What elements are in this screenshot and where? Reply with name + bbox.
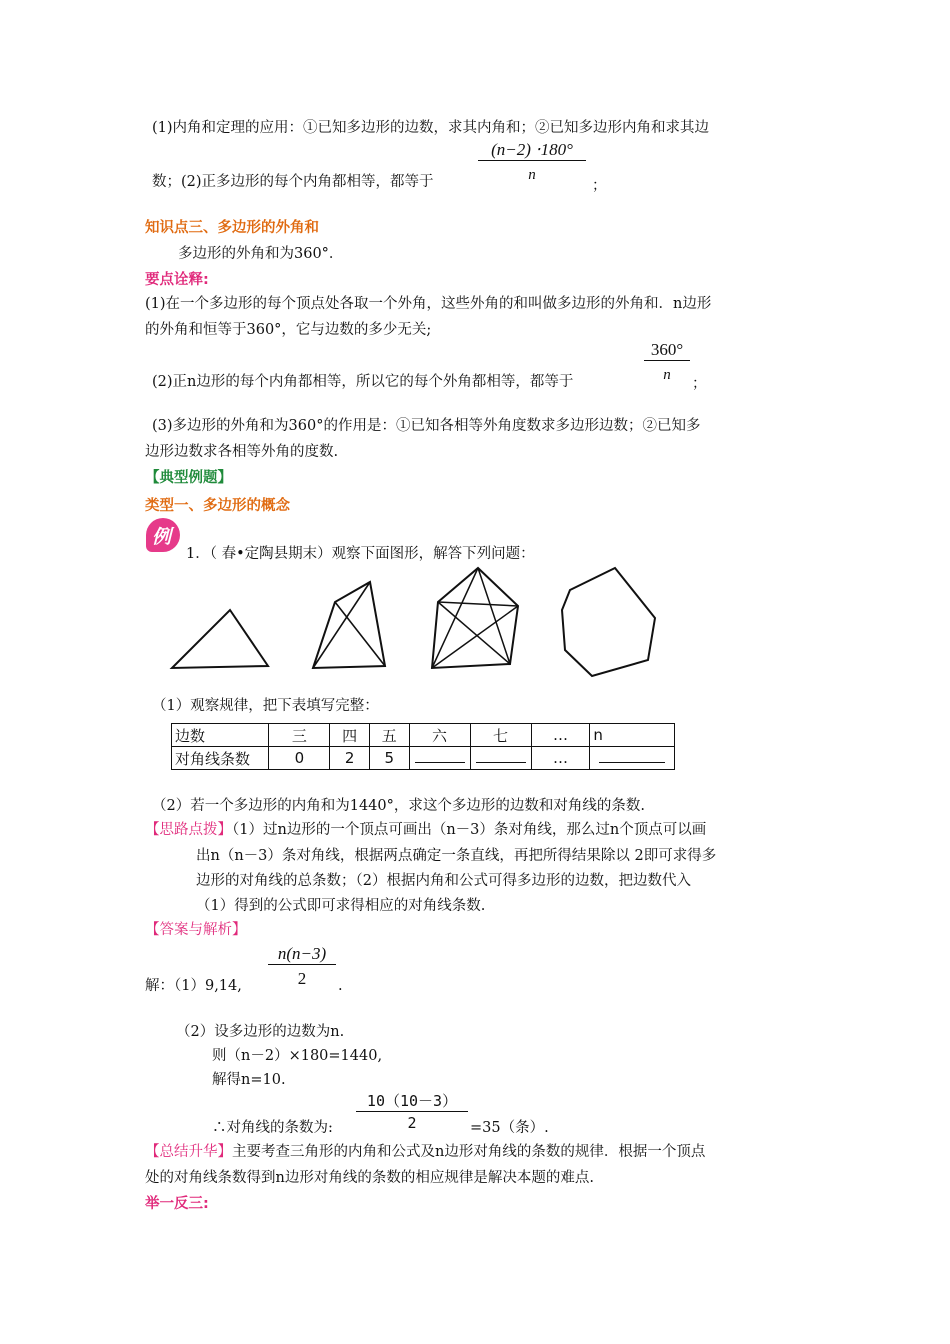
table-cell: n xyxy=(590,724,675,747)
diagonal-count-fraction xyxy=(356,1090,468,1132)
answer-blank[interactable] xyxy=(590,747,675,770)
table-cell: … xyxy=(531,747,590,770)
solution2-line2: 则（n－2）×180=1440, xyxy=(212,1048,383,1064)
fraction-numerator: (n−2) ⋅180° xyxy=(491,140,573,159)
practice-heading: 举一反三: xyxy=(145,1196,209,1212)
fraction-denominator: n xyxy=(644,360,690,384)
example-badge xyxy=(146,518,180,552)
example-badge-text: 例 xyxy=(152,526,172,548)
notes-heading: 要点诠释: xyxy=(145,272,209,288)
solution-part1: 解：（1）9,14, xyxy=(145,978,242,994)
table-cell: 三 xyxy=(269,724,330,747)
table-row-sides xyxy=(172,724,675,747)
diagonal-table xyxy=(171,723,675,770)
table-cell: … xyxy=(531,724,590,747)
solution2-line4: ∴对角线的条数为: xyxy=(212,1120,333,1136)
kp3-heading: 知识点三、多边形的外角和 xyxy=(145,220,319,236)
heptagon-figure xyxy=(562,568,655,676)
polygon-figures xyxy=(160,560,680,680)
table-cell: 边数 xyxy=(172,724,269,747)
solution2-line3: 解得n=10. xyxy=(212,1072,286,1088)
sub-question-1: （1）观察规律，把下表填写完整： xyxy=(152,698,379,714)
answer-label: 【答案与解析】 xyxy=(145,922,247,938)
theorem-application-line2: 数；(2)正多边形的每个内角都相等，都等于 xyxy=(152,174,434,190)
hint-line4: （1）得到的公式即可求得相应的对角线条数. xyxy=(196,898,486,914)
summary-label: 【总结升华】 xyxy=(145,1144,232,1160)
kp3-statement: 多边形的外角和为360°． xyxy=(178,246,344,262)
note3-line2: 边形边数求各相等外角的度数. xyxy=(145,444,339,460)
note1-line1: (1)在一个多边形的每个顶点处各取一个外角，这些外角的和叫做多边形的外角和．n边形 xyxy=(145,296,712,312)
diagonal-formula-fraction xyxy=(268,944,336,989)
hint-line3: 边形的对角线的总条数；（2）根据内角和公式可得多边形的边数，把边数代入 xyxy=(196,873,691,889)
triangle-figure xyxy=(172,610,268,668)
note2: (2)正n边形的每个内角都相等，所以它的每个外角都相等，都等于 xyxy=(152,374,574,390)
hint-line1 xyxy=(145,820,706,840)
table-cell: 对角线条数 xyxy=(172,747,269,770)
sub-question-2: （2）若一个多边形的内角和为1440°，求这个多边形的边数和对角线的条数. xyxy=(152,798,645,814)
line2-end: ； xyxy=(592,178,607,194)
note3-line1: (3)多边形的外角和为360°的作用是：①已知各相等外角度数求多边形边数；②已知多 xyxy=(152,418,701,434)
quadrilateral-figure xyxy=(313,582,385,668)
fraction-numerator: n(n−3) xyxy=(277,944,327,963)
table-cell: 六 xyxy=(409,724,470,747)
fraction-denominator: n xyxy=(478,160,586,184)
fraction-numerator: 360° xyxy=(650,340,684,359)
pentagon-figure xyxy=(432,568,518,668)
summary-text: 主要考查三角形的内角和公式及n边形对角线的条数的规律．根据一个顶点 xyxy=(232,1144,706,1160)
examples-heading: 【典型例题】 xyxy=(145,470,232,486)
answer-blank[interactable] xyxy=(409,747,470,770)
interior-angle-fraction xyxy=(478,140,586,184)
solution2-line1: （2）设多边形的边数为n. xyxy=(176,1024,345,1040)
table-cell: 2 xyxy=(330,747,370,770)
note2-end: ； xyxy=(692,376,707,392)
table-cell: 七 xyxy=(470,724,531,747)
table-cell: 五 xyxy=(369,724,409,747)
exterior-angle-fraction xyxy=(644,340,690,384)
theorem-application-line1: (1)内角和定理的应用：①已知多边形的边数，求其内角和；②已知多边形内角和求其边 xyxy=(152,120,710,136)
summary-line2: 处的对角线条数得到n边形对角线的条数的相应规律是解决本题的难点. xyxy=(145,1170,594,1186)
solution-part1-end: . xyxy=(338,978,343,994)
hint-label: 【思路点拨】 xyxy=(145,822,232,838)
solution2-result: =35（条）. xyxy=(470,1120,549,1136)
fraction-denominator: 2 xyxy=(356,1111,468,1132)
fraction-denominator: 2 xyxy=(268,964,336,989)
fraction-numerator: 10（10－3） xyxy=(366,1092,458,1110)
question-1: 1．（ 春•定陶县期末）观察下面图形，解答下列问题： xyxy=(186,546,535,562)
note1-line2: 的外角和恒等于360°，它与边数的多少无关; xyxy=(145,322,432,338)
table-row-diagonals xyxy=(172,747,675,770)
type1-heading: 类型一、多边形的概念 xyxy=(145,498,290,514)
table-cell: 5 xyxy=(369,747,409,770)
summary-line1 xyxy=(145,1142,705,1162)
hint-text: （1）过n边形的一个顶点可画出（n－3）条对角线，那么过n个顶点可以画 xyxy=(232,822,707,838)
table-cell: 0 xyxy=(269,747,330,770)
hint-line2: 出n（n－3）条对角线，根据两点确定一条直线，再把所得结果除以 2即可求得多 xyxy=(196,848,717,864)
answer-blank[interactable] xyxy=(470,747,531,770)
table-cell: 四 xyxy=(330,724,370,747)
